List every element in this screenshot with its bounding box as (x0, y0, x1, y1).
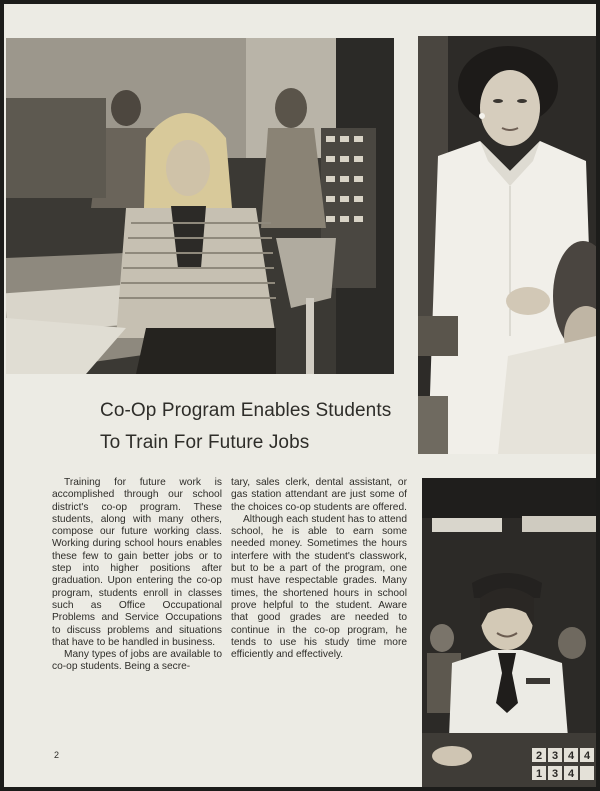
svg-text:4: 4 (568, 750, 575, 762)
article-paragraph: Many types of jobs are available to co-op students. Being a secre- (52, 649, 222, 673)
yearbook-page (4, 4, 596, 787)
page-number: 2 (54, 750, 60, 760)
svg-text:4: 4 (584, 750, 591, 762)
article-paragraph: Although each student has to attend school, he is able to earn some needed money. Sometimes the hours interfere with the student's classwork, but to be a part of the program, one must have respectable grades. Many times, the shortened hours in school prove helpful to the student. Aware that good grades are needed to continue in the co-op program, he tends to use his study time more efficiently and effectively. (231, 513, 407, 661)
cosmetology-photo (418, 36, 596, 454)
fast-food-photo-image (422, 478, 596, 787)
svg-text:4: 4 (568, 768, 575, 780)
article-headline-line-2: To Train For Future Jobs (100, 432, 310, 453)
svg-text:3: 3 (552, 750, 559, 762)
fast-food-photo (422, 478, 596, 787)
svg-text:2: 2 (536, 750, 543, 762)
article-column-right (231, 477, 407, 661)
article-headline-line-1: Co-Op Program Enables Students (100, 400, 392, 421)
office-photo-image (6, 38, 394, 374)
article-paragraph: Training for future work is accomplished through our school district's co-op program. These students, along with many others, compose our future working class. Working during school hours enables these few to gain better jobs or to step into higher positions after graduation. Upon entering the co-op program, students enroll in classes such as Office Occupational Problems and Service Occupations to discuss problems and situations that have to be handled in business. (52, 477, 222, 648)
office-photo (6, 38, 394, 374)
article-column-left (52, 477, 222, 674)
article-paragraph: tary, sales clerk, dental assistant, or gas station attendant are just some of the choices co-op students are offered. (231, 477, 407, 513)
svg-text:3: 3 (552, 768, 559, 780)
svg-text:1: 1 (536, 768, 543, 780)
cosmetology-photo-image (418, 36, 596, 454)
